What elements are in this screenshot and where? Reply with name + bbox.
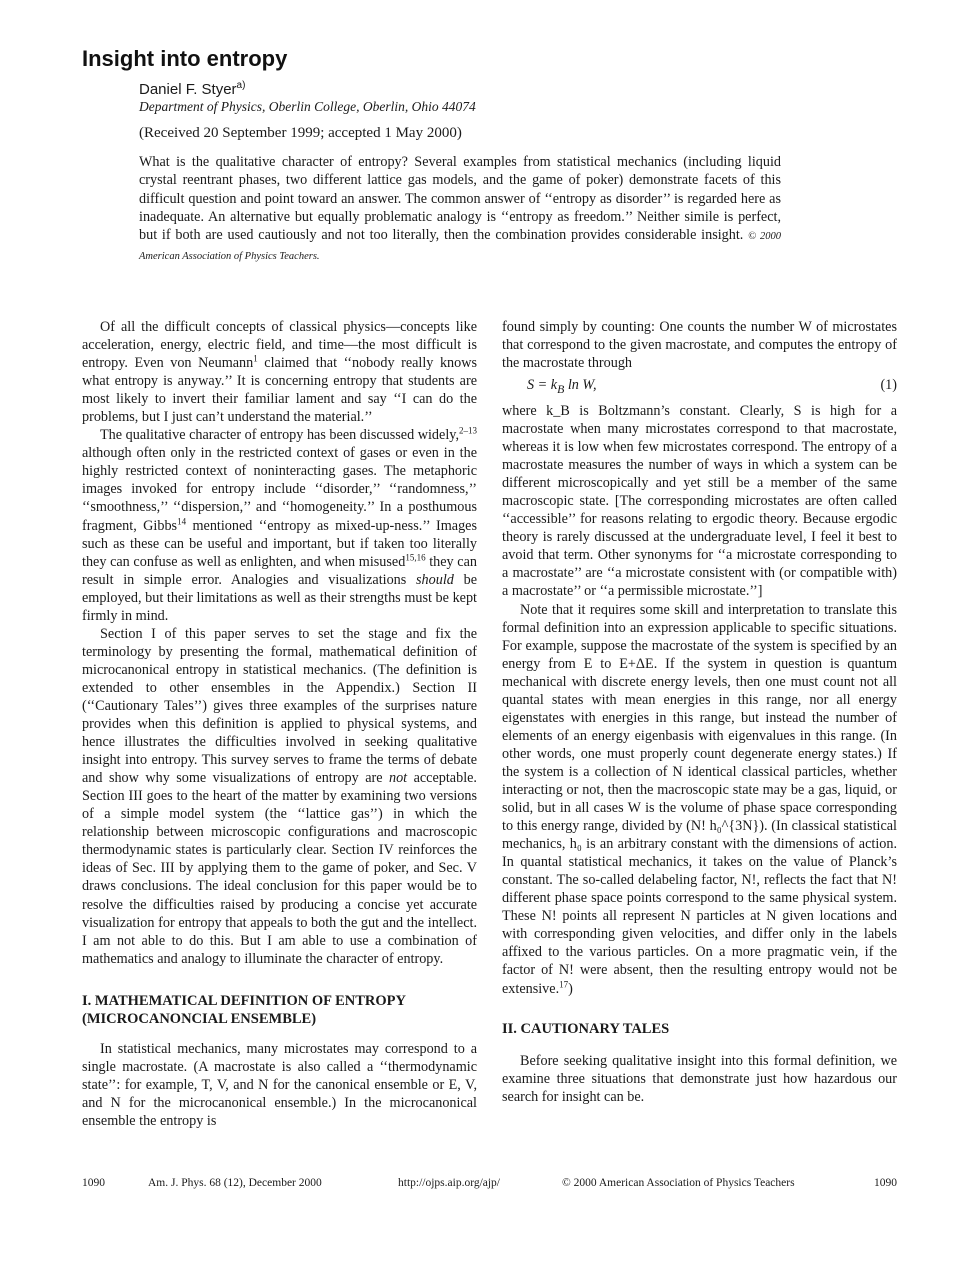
text-run: The qualitative character of entropy has been discussed widely, <box>100 427 459 444</box>
text-run: Section I of this paper serves to set the stage and fix the terminology by presenting the formal, mathematical definition of microcanonical entropy in statistical mechanics. (The definition is extended to other ensembles in the Appendix.) Section II (‘‘Cautionary Tales’’) gives three examples of the surprises nature provides when this definition is applied to physical systems, and hence illustrates the difficulties involved in seeking qualitative insight into entropy. This survey serves to frame the terms of debate and show why some visualizations of entropy are <box>82 625 477 787</box>
equation-body <box>527 376 597 398</box>
reference-mark: 2–13 <box>459 425 477 436</box>
page-number-left: 1090 <box>82 1177 105 1189</box>
paragraph-intro-3 <box>82 625 477 968</box>
right-column <box>502 318 897 1106</box>
reference-mark: 17 <box>559 978 569 989</box>
received-dates: (Received 20 September 1999; accepted 1 May 2000) <box>139 125 462 141</box>
page-number-right: 1090 <box>874 1177 897 1189</box>
equation-1 <box>502 376 897 398</box>
paragraph-interpretation <box>502 601 897 998</box>
paragraph-counting: found simply by counting: One counts the number W of microstates that correspond to the given macrostate, and computes the entropy of the macrostate through <box>502 319 897 372</box>
reference-mark: 15,16 <box>405 551 426 562</box>
author-affiliation: Department of Physics, Oberlin College, Oberlin, Ohio 44074 <box>139 99 476 114</box>
text-run: acceptable. Section III goes to the heart of the matter by examining two versions of a simple model system (the ‘‘lattice gas’’) in which the relationship between microscopic configurations and macroscopic thermodynamic states is particularly clear. Section IV reinforces the ideas of Sec. III by applying them to the game of poker, and Sec. V draws conclusions. The ideal conclusion for this paper would be to resolve the difficulties raised by producing a concise yet accurate visualization for entropy that appeals to both the gut and the intellect. I am not able to do this. But I am able to use a combination of mathematics and analogy to illuminate the character of entropy. <box>82 770 477 967</box>
equation-subscript: B <box>557 381 565 396</box>
text-run: although often only in the restricted context of gases or even in the highly restricted context of noninteracting gases. The metaphoric images invoked for entropy include ‘‘disorder,’’ ‘‘randomness,’’ ‘‘smoothness,’’ ‘‘dispersion,’’ and ‘‘homogeneity.’’ In a posthumous fragment, Gibbs <box>82 445 477 534</box>
article-title: Insight into entropy <box>82 46 288 71</box>
paragraph-intro-1 <box>82 318 477 426</box>
text-run: be employed, but their limitations as well as their strengths must be kept firmly in mind. <box>82 571 477 624</box>
text-run: claimed that ‘‘nobody really knows what entropy is anyway.’’ It is concerning entropy that students are most likely to invert their familiar lament and say ‘‘I can do the problems, but I just can’t understand the material.’’ <box>82 355 477 426</box>
author-footnote-mark: a) <box>236 80 246 91</box>
equation-number: (1) <box>880 377 897 394</box>
footer-copyright: © 2000 American Association of Physics Teachers <box>562 1177 795 1189</box>
text-run: Of all the difficult concepts of classical physics—concepts like acceleration, energy, electric field, and time—the most difficult is entropy. Even von Neumann <box>82 319 477 372</box>
text-run: they can result in simple error. Analogies and visualizations <box>82 553 477 588</box>
paragraph-section-1: In statistical mechanics, many microstates may correspond to a single macrostate. (A macrostate is also called a ‘‘thermodynamic state’’: for example, T, V, and N for the canonical ensemble or E, V, and N for the microcanonical ensemble.) In the microcanonical ensemble the entropy is <box>82 1040 477 1129</box>
author-name <box>139 80 245 98</box>
abstract-text: What is the qualitative character of entropy? Several examples from statistical mechanics (including liquid crystal reentrant phases, two different lattice gas models, and the game of poker) demonstrate facets of this difficult question and point toward an answer. The common answer of ‘‘entropy as disorder’’ is regarded here as inadequate. An alternative but equally problematic analogy is ‘‘entropy as freedom.’’ Neither simile is perfect, but if both are used cautiously and not too literally, then the combination provides considerable insight. <box>139 154 781 244</box>
emphasis: not <box>388 770 408 787</box>
paragraph-section-2: Before seeking qualitative insight into this formal definition, we examine three situations that demonstrate just how hazardous our search for insight can be. <box>502 1052 897 1105</box>
paragraph-boltzmann: where k_B is Boltzmann’s constant. Clearly, S is high for a macrostate when many microstates correspond to that macrostate, whereas it is low when few microstates correspond. The entropy of a macrostate measures the number of ways in which a system can be different microscopically and yet still be a member of the same macroscopic state. [The corresponding microstates are often called ‘‘accessible’’ for reasons relating to ergodic theory. Because ergodic theory is rarely discussed at the undergraduate level, I feel it best to avoid that term. Other synonyms for ‘‘a microstate corresponding to a macrostate’’ are ‘‘a microstate consistent with (or compatible with) a macrostate’’ or ‘‘a permissible microstate.’’] <box>502 403 897 600</box>
journal-url[interactable]: http://ojps.aip.org/ajp/ <box>398 1177 501 1189</box>
abstract-copyright: © 2000 American Association of Physics Teachers. <box>139 231 781 263</box>
abstract <box>139 153 781 267</box>
section-heading-2: II. CAUTIONARY TALES <box>502 1020 670 1037</box>
equation-lhs: S = k <box>527 377 558 394</box>
equation-rhs: ln W, <box>564 377 597 394</box>
left-column <box>82 318 477 1130</box>
text-run: ) <box>568 980 573 997</box>
text-run: mentioned ‘‘entropy as mixed-up-ness.’’ Images such as these can be useful and important, but if taken too literally they can confuse as well as enlighten, and when misused <box>82 517 477 570</box>
text-run: Note that it requires some skill and interpretation to translate this formal definition into an expression applicable to specific situations. For example, suppose the macrostate of the system is specified by an energy from E to E+ΔE. If the system in question is quantum mechanical with discrete energy levels, then one must count not all quantal states with mean energies in this range, nor all energy eigenstates with energies in this range, but instead the number of elements of an energy eigenbasis with eigenvalues in this range. (In other words, one must properly count degenerate energy states.) If the system is a collection of N identical classical particles, whether interacting or not, then the macroscopic state may be a gas, liquid, or solid, but in all cases W is the volume of phase space corresponding to this energy range, divided by (N! h₀^{3N}). (In classical statistical mechanics, h₀ is an arbitrary constant with the dimensions of action. In quantal statistical mechanics, it takes on the value of Planck’s constant. The so-called delabeling factor, N!, reflects the fact that N! different phase space points correspond to the same physical system. These N! points all represent N particles at N given locations and with corresponding given velocities, and differ only in the labels affixed to the various particles. On a more pragmatic vein, if the factor of N! were absent, then the resulting entropy would not be extensive. <box>502 601 897 997</box>
section-heading-1: I. MATHEMATICAL DEFINITION OF ENTROPY (MICROCANONCIAL ENSEMBLE) <box>82 992 406 1027</box>
journal-citation: Am. J. Phys. 68 (12), December 2000 <box>148 1177 322 1189</box>
author-name-text: Daniel F. Styer <box>139 81 237 98</box>
reference-mark: 14 <box>177 515 187 526</box>
emphasis: should <box>416 571 454 588</box>
paragraph-intro-2 <box>82 426 477 625</box>
reference-mark: 1 <box>253 353 258 364</box>
